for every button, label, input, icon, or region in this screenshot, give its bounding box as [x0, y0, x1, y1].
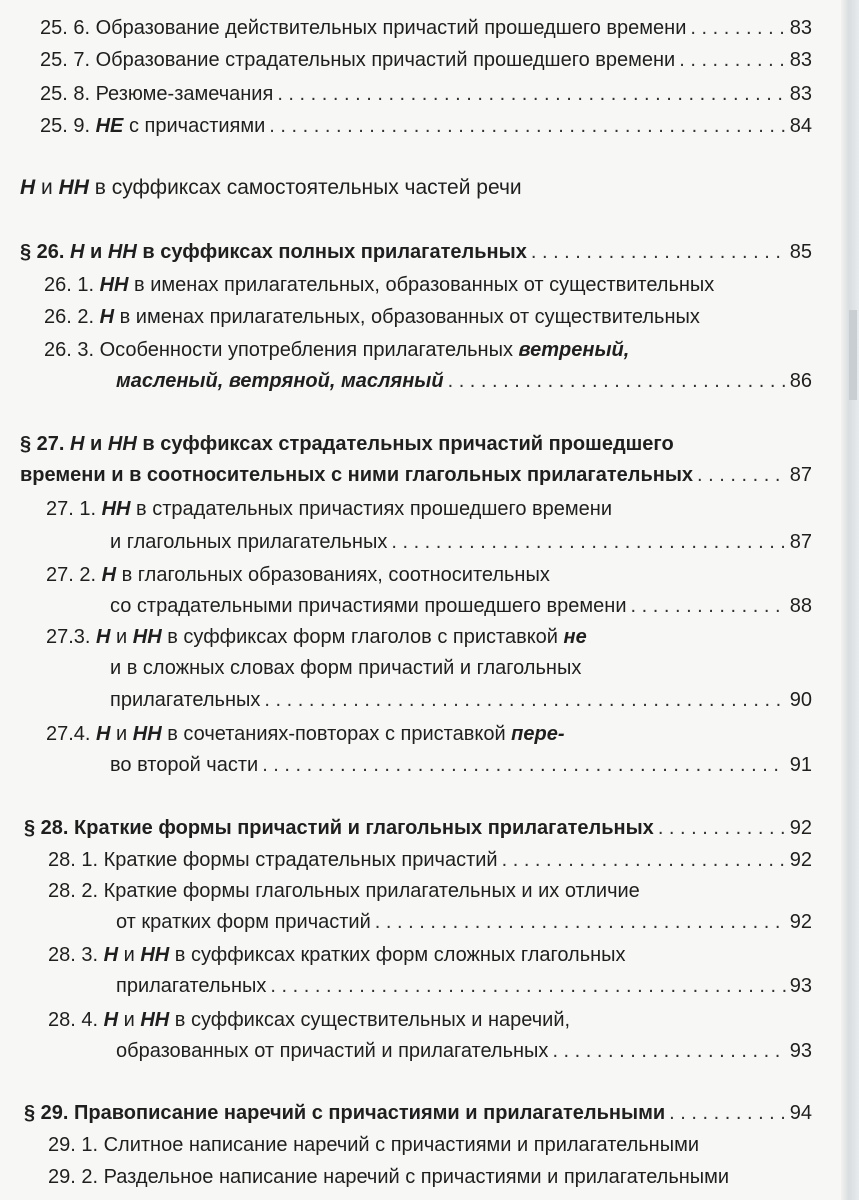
toc-row-28-4: 28. 4. Н и НН в суффиксах существительных и наречий,: [48, 1009, 571, 1031]
toc-entry-text: со страдательными причастиями прошедшего времени: [110, 595, 627, 617]
toc-entry-text: 25. 6. Образование действительных причастий прошедшего времени: [40, 17, 687, 39]
page-number: 92: [789, 849, 812, 871]
leader-dots: [262, 753, 786, 777]
toc-paragraph-26: [20, 240, 812, 264]
toc-row-26-3: 26. 3. Особенности употребления прилагательных ветреный,: [44, 339, 630, 361]
leader-dots: [690, 16, 785, 40]
page-number: 91: [789, 754, 812, 776]
toc-row-25-7: [40, 48, 812, 72]
toc-entry-text: и глагольных прилагательных: [110, 531, 388, 553]
toc-row-27-3-cont: и в сложных словах форм причастий и глагольных: [110, 657, 582, 679]
page-number: 90: [789, 689, 812, 711]
page-number: 86: [789, 370, 812, 392]
leader-dots: [531, 240, 786, 264]
toc-entry-text: прилагательных: [116, 975, 267, 997]
leader-dots: [502, 848, 786, 872]
toc-row-27-4: 27.4. Н и НН в сочетаниях-повторах с приставкой пере-: [46, 723, 565, 745]
toc-row-28-2: 28. 2. Краткие формы глагольных прилагательных и их отличие: [48, 880, 640, 902]
page-number: 88: [789, 595, 812, 617]
page-number: 84: [789, 115, 812, 137]
toc-entry-text: 25. 9. НЕ с причастиями: [40, 115, 266, 137]
toc-row-28-2-cont: [116, 910, 812, 934]
toc-row-28-3-cont: [116, 974, 812, 998]
page-number: 83: [789, 83, 812, 105]
page-number: 87: [789, 531, 812, 553]
page-number: 85: [789, 241, 812, 263]
toc-entry-text: от кратких форм причастий: [116, 911, 371, 933]
toc-entry-text: масленый, ветряной, масляный: [116, 370, 444, 392]
leader-dots: [669, 1101, 786, 1125]
leader-dots: [277, 82, 785, 106]
toc-row-28-3: 28. 3. Н и НН в суффиксах кратких форм сложных глагольных: [48, 944, 626, 966]
toc-entry-text: 28. 1. Краткие формы страдательных причастий: [48, 849, 498, 871]
toc-row-27-1-cont: [110, 530, 812, 554]
leader-dots: [658, 816, 786, 840]
toc-row-26-1: 26. 1. НН в именах прилагательных, образованных от существительных: [44, 274, 715, 296]
toc-row-26-3-cont: [116, 369, 812, 393]
toc-row-27-1: 27. 1. НН в страдательных причастиях прошедшего времени: [46, 498, 612, 520]
toc-entry-text: § 26. Н и НН в суффиксах полных прилагательных: [20, 241, 527, 263]
toc-row-27-3-cont2: [110, 688, 812, 712]
toc-row-29-1: 29. 1. Слитное написание наречий с причастиями и прилагательными: [48, 1134, 700, 1156]
section-heading: Н и НН в суффиксах самостоятельных частей речи: [20, 176, 522, 199]
toc-row-25-8: [40, 82, 812, 106]
toc-row-27-3: 27.3. Н и НН в суффиксах форм глаголов с приставкой не: [46, 626, 587, 648]
toc-entry-text: § 29. Правописание наречий с причастиями и прилагательными: [24, 1102, 666, 1124]
toc-entry-text: 25. 7. Образование страдательных причастий прошедшего времени: [40, 49, 676, 71]
toc-paragraph-28: [24, 816, 812, 840]
toc-row-28-1: [48, 848, 812, 872]
toc-row-26-2: 26. 2. Н в именах прилагательных, образованных от существительных: [44, 306, 700, 328]
toc-paragraph-27-cont: [20, 463, 812, 487]
toc-entry-text: прилагательных: [110, 689, 261, 711]
toc-row-25-6: [40, 16, 812, 40]
toc-row-29-2: 29. 2. Раздельное написание наречий с причастиями и прилагательными: [48, 1166, 730, 1188]
leader-dots: [375, 910, 786, 934]
leader-dots: [270, 974, 785, 998]
page-number: 87: [789, 464, 812, 486]
leader-dots: [391, 530, 785, 554]
toc-entry-text: во второй части: [110, 754, 259, 776]
toc-paragraph-29: [24, 1101, 812, 1125]
toc-entry-text: времени и в соотносительных с ними глагольных прилагательных: [20, 464, 694, 486]
toc-row-27-4-cont: [110, 753, 812, 777]
leader-dots: [631, 594, 786, 618]
page-number: 83: [789, 49, 812, 71]
page-number: 83: [789, 17, 812, 39]
page-number: 94: [789, 1102, 812, 1124]
toc-row-27-2: 27. 2. Н в глагольных образованиях, соотносительных: [46, 564, 550, 586]
page-number: 93: [789, 1040, 812, 1062]
toc-entry-text: § 28. Краткие формы причастий и глагольных прилагательных: [24, 817, 654, 839]
leader-dots: [552, 1039, 785, 1063]
toc-row-25-9: [40, 114, 812, 138]
leader-dots: [448, 369, 786, 393]
page-number: 93: [789, 975, 812, 997]
page-number: 92: [789, 817, 812, 839]
toc-entry-text: образованных от причастий и прилагательных: [116, 1040, 549, 1062]
toc-row-28-4-cont: [116, 1039, 812, 1063]
toc-row-27-2-cont: [110, 594, 812, 618]
page-number: 92: [789, 911, 812, 933]
toc-paragraph-27: § 27. Н и НН в суффиксах страдательных причастий прошедшего: [20, 433, 674, 455]
leader-dots: [679, 48, 786, 72]
leader-dots: [697, 463, 786, 487]
leader-dots: [264, 688, 785, 712]
leader-dots: [269, 114, 785, 138]
toc-entry-text: 25. 8. Резюме-замечания: [40, 83, 274, 105]
